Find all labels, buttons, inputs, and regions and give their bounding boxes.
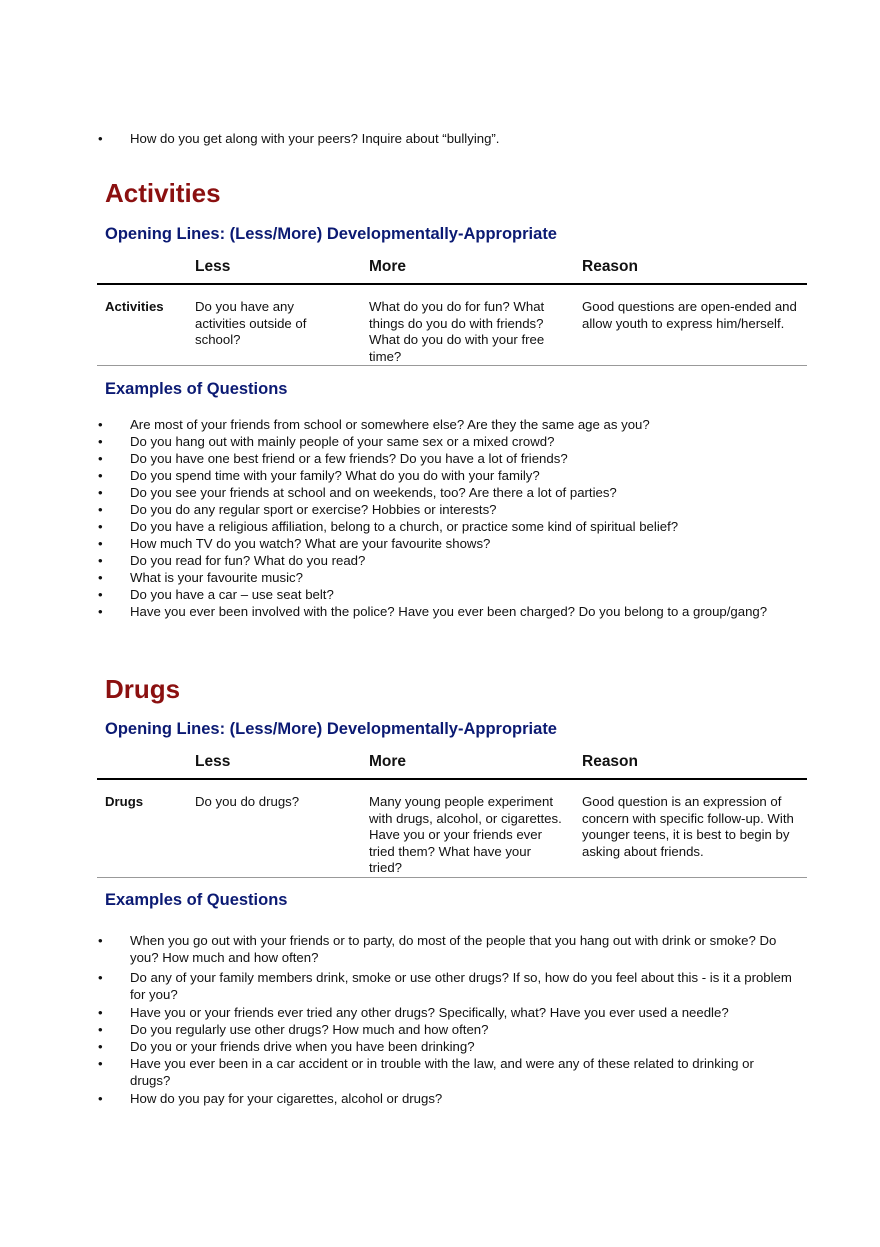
list-item: • What is your favourite music? (98, 570, 303, 585)
activities-table (97, 259, 807, 366)
bullet-icon: • (98, 1056, 103, 1071)
bullet-icon: • (98, 502, 103, 517)
column-header-reason: Reason (582, 753, 638, 770)
row-label: Drugs (105, 794, 144, 809)
table-header (97, 259, 807, 285)
bullet-icon: • (98, 1022, 103, 1037)
bullet-icon: • (98, 587, 103, 602)
list-item: • Do you do any regular sport or exercise? Hobbies or interests? (98, 502, 497, 517)
opening-lines-heading: Opening Lines: (Less/More) Developmentally-Appropriate (105, 720, 557, 738)
bullet-icon: • (98, 933, 103, 948)
bullet-icon: • (98, 417, 103, 432)
cell-reason: Good questions are open-ended and allow youth to express him/herself. (582, 299, 797, 331)
bullet-icon: • (98, 451, 103, 466)
cell-more: Many young people experiment with drugs, alcohol, or cigarettes. Have you or your friends ever tried them? What have your tried? (369, 794, 562, 875)
list-item: • Do you spend time with your family? What do you do with your family? (98, 468, 540, 483)
list-item: • Do you hang out with mainly people of your same sex or a mixed crowd? (98, 434, 555, 449)
table-header (97, 754, 807, 780)
bullet-icon: • (98, 1039, 103, 1054)
drugs-table (97, 754, 807, 878)
column-header-less: Less (195, 258, 231, 275)
list-item: • When you go out with your friends or to party, do most of the people that you hang out with drink or smoke? Do you? How much and how often? (98, 933, 777, 965)
bullet-icon: • (98, 970, 103, 985)
list-item: • Do you have a car – use seat belt? (98, 587, 334, 602)
row-label: Activities (105, 299, 164, 314)
list-item: • Do you have a religious affiliation, belong to a church, or practice some kind of spiritual belief? (98, 519, 679, 534)
list-item: • How much TV do you watch? What are your favourite shows? (98, 536, 491, 551)
table-row (97, 285, 807, 366)
list-item: • Do you regularly use other drugs? How much and how often? (98, 1022, 489, 1037)
examples-heading-drugs: Examples of Questions (105, 891, 288, 909)
intro-bullet-list (97, 130, 797, 147)
list-item: • Do you see your friends at school and on weekends, too? Are there a lot of parties? (98, 485, 617, 500)
list-item: • Are most of your friends from school or somewhere else? Are they the same age as you? (98, 417, 650, 432)
cell-more: What do you do for fun? What things do you do with friends? What do you do with your free time? (369, 299, 545, 364)
list-item: • How do you pay for your cigarettes, alcohol or drugs? (98, 1091, 443, 1106)
section-title-drugs: Drugs (105, 674, 181, 704)
bullet-icon: • (98, 519, 103, 534)
bullet-icon: • (98, 468, 103, 483)
bullet-icon: • (98, 1091, 103, 1106)
list-item: • Do you have one best friend or a few friends? Do you have a lot of friends? (98, 451, 568, 466)
bullet-icon: • (98, 570, 103, 585)
list-item: • Have you ever been in a car accident or in trouble with the law, and were any of these related to drinking or drugs? (98, 1056, 754, 1088)
activities-question-list (97, 416, 797, 620)
column-header-more: More (369, 258, 407, 275)
bullet-icon: • (98, 434, 103, 449)
bullet-icon: • (98, 1005, 103, 1020)
list-item: • Have you ever been involved with the police? Have you ever been charged? Do you belong to a group/gang? (98, 604, 768, 619)
bullet-icon: • (98, 485, 103, 500)
examples-heading-activities: Examples of Questions (105, 380, 288, 398)
list-item: • Do you read for fun? What do you read? (98, 553, 366, 568)
table-row (97, 780, 807, 878)
bullet-icon: • (98, 131, 103, 146)
bullet-icon: • (98, 536, 103, 551)
bullet-icon: • (98, 604, 103, 619)
list-item: • How do you get along with your peers? Inquire about “bullying”. (98, 131, 500, 146)
section-title-activities: Activities (105, 178, 221, 208)
list-item: • Do you or your friends drive when you have been drinking? (98, 1039, 475, 1054)
list-item: • Have you or your friends ever tried any other drugs? Specifically, what? Have you ever used a needle? (98, 1005, 729, 1020)
cell-less: Do you have any activities outside of school? (195, 299, 307, 347)
bullet-icon: • (98, 553, 103, 568)
column-header-less: Less (195, 753, 231, 770)
column-header-more: More (369, 753, 407, 770)
cell-reason: Good question is an expression of concern with specific follow-up. With younger teens, it is best to begin by asking about friends. (582, 794, 794, 859)
list-item: • Do any of your family members drink, smoke or use other drugs? If so, how do you feel about this - is it a problem for you? (98, 970, 792, 1002)
opening-lines-heading: Opening Lines: (Less/More) Developmentally-Appropriate (105, 225, 557, 243)
cell-less: Do you do drugs? (195, 794, 300, 809)
column-header-reason: Reason (582, 258, 638, 275)
drugs-question-list (97, 932, 797, 1107)
